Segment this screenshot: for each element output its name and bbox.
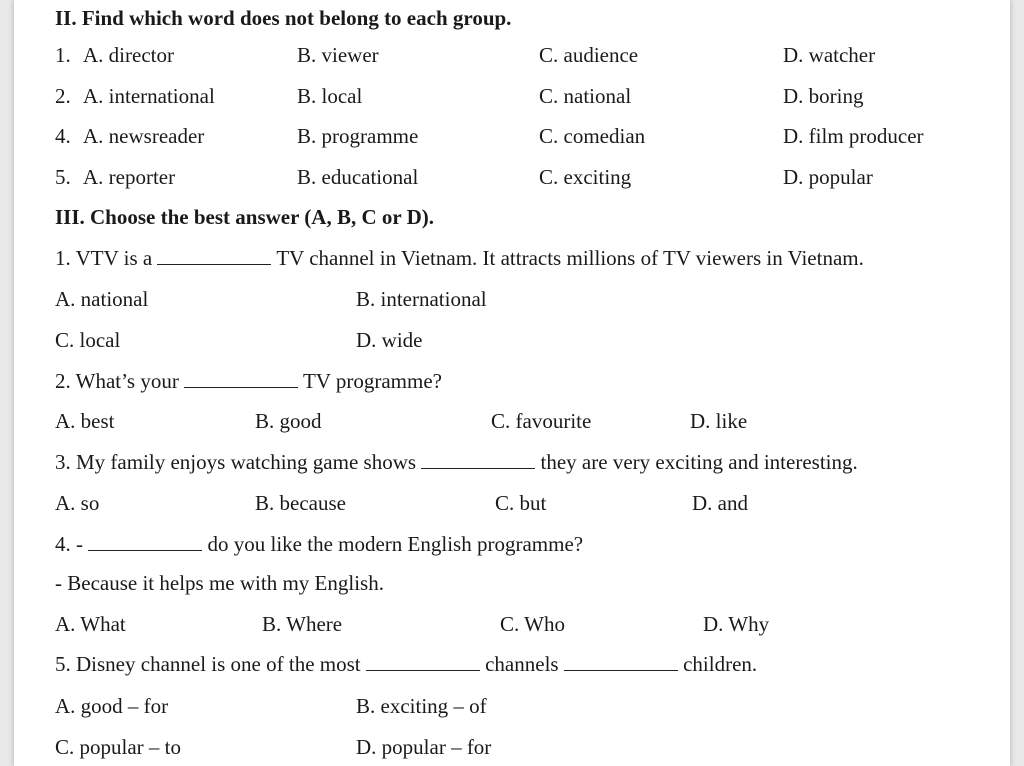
q3-option-c: C. but [495, 491, 547, 515]
question-4-text-after: do you like the modern English programme? [207, 532, 584, 556]
question-4-text-before: 4. - [55, 532, 83, 556]
question-3-text-before: 3. My family enjoys watching game shows [55, 450, 417, 474]
row-number: 2. [55, 84, 71, 108]
worksheet-page [14, 0, 1010, 766]
q1-option-b: B. international [356, 287, 487, 311]
option-c: C. comedian [539, 124, 646, 148]
q4-option-b: B. Where [262, 612, 343, 636]
option-b: B. programme [297, 124, 419, 148]
q3-option-a: A. so [55, 491, 100, 515]
q4-option-d: D. Why [703, 612, 770, 636]
q2-option-a: A. best [55, 409, 115, 433]
question-2-text-before: 2. What’s your [55, 369, 179, 393]
q1-option-d: D. wide [356, 328, 423, 352]
question-2 [55, 368, 442, 394]
q1-option-c: C. local [55, 328, 121, 352]
answer-blank[interactable] [421, 450, 535, 469]
row-number: 1. [55, 43, 71, 67]
answer-blank[interactable] [564, 652, 678, 671]
option-d: D. boring [783, 84, 864, 108]
answer-blank[interactable] [88, 532, 202, 551]
question-1-text-after: TV channel in Vietnam. It attracts millions of TV viewers in Vietnam. [276, 246, 864, 270]
q3-option-b: B. because [255, 491, 346, 515]
section-3-title: III. Choose the best answer (A, B, C or D). [55, 205, 434, 229]
row-number: 5. [55, 165, 71, 189]
answer-blank[interactable] [366, 652, 480, 671]
option-c: C. national [539, 84, 632, 108]
question-5 [55, 651, 757, 677]
q2-option-c: C. favourite [491, 409, 592, 433]
option-b: B. educational [297, 165, 419, 189]
q5-option-b: B. exciting – of [356, 694, 487, 718]
q2-option-d: D. like [690, 409, 748, 433]
q5-option-a: A. good – for [55, 694, 169, 718]
question-2-text-after: TV programme? [302, 369, 442, 393]
q5-option-c: C. popular – to [55, 735, 181, 759]
question-4-response: - Because it helps me with my English. [55, 571, 384, 595]
q2-option-b: B. good [255, 409, 322, 433]
question-4 [55, 531, 583, 557]
option-d: D. watcher [783, 43, 876, 67]
question-3 [55, 449, 858, 475]
option-a: A. international [83, 84, 215, 108]
q1-option-a: A. national [55, 287, 149, 311]
row-number: 4. [55, 124, 71, 148]
q4-option-a: A. What [55, 612, 126, 636]
option-a: A. reporter [83, 165, 176, 189]
option-a: A. newsreader [83, 124, 205, 148]
q4-option-c: C. Who [500, 612, 565, 636]
question-5-text-before: 5. Disney channel is one of the most [55, 652, 361, 676]
section-2-title: II. Find which word does not belong to each group. [55, 6, 512, 30]
question-1-text-before: 1. VTV is a [55, 246, 153, 270]
option-b: B. local [297, 84, 363, 108]
option-c: C. exciting [539, 165, 632, 189]
q3-option-d: D. and [692, 491, 748, 515]
option-d: D. film producer [783, 124, 924, 148]
option-a: A. director [83, 43, 174, 67]
option-d: D. popular [783, 165, 873, 189]
answer-blank[interactable] [157, 246, 271, 265]
question-5-text-after: children. [683, 652, 758, 676]
option-b: B. viewer [297, 43, 379, 67]
question-1 [55, 245, 864, 271]
question-3-text-after: they are very exciting and interesting. [540, 450, 858, 474]
q5-option-d: D. popular – for [356, 735, 492, 759]
option-c: C. audience [539, 43, 639, 67]
question-5-text-middle: channels [485, 652, 559, 676]
answer-blank[interactable] [184, 369, 298, 388]
